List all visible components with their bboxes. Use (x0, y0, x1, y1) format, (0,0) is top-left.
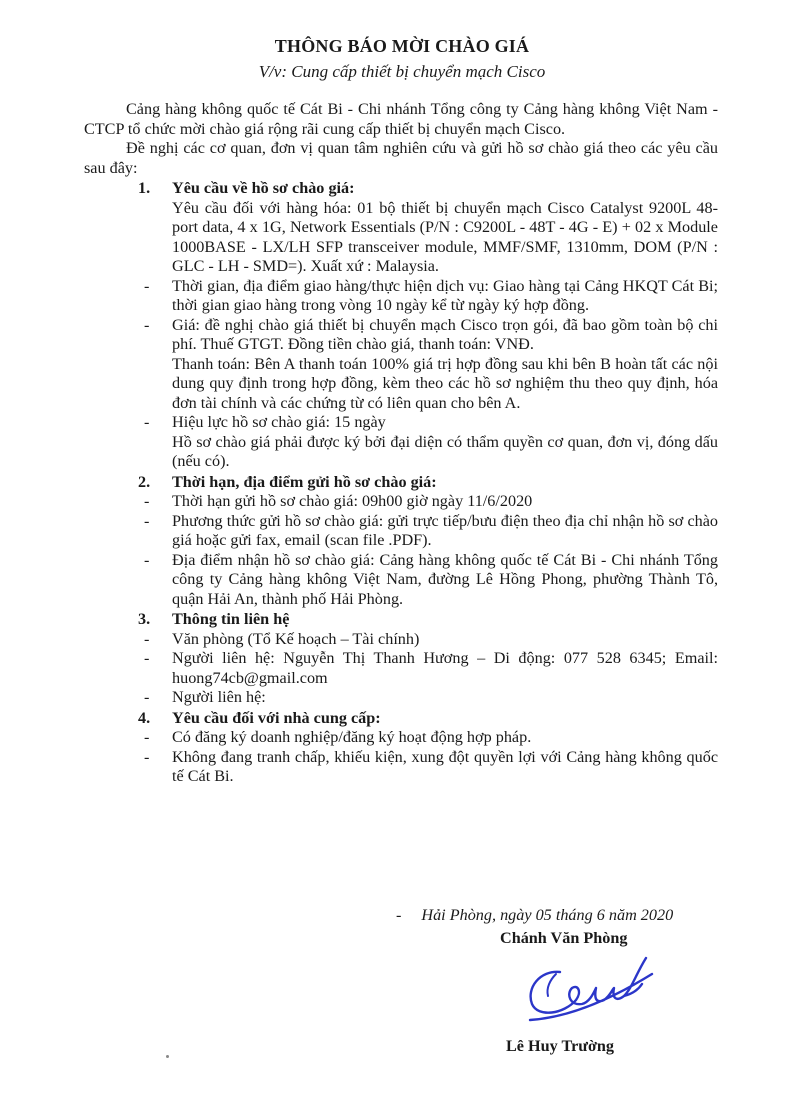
signature-requirement: Hồ sơ chào giá phải được ký bởi đại diện có thẩm quyền cơ quan, đơn vị, đóng dấu (nếu có). (172, 432, 718, 470)
dateline-dash: - (396, 906, 402, 924)
bullet-dash: - (144, 276, 150, 295)
list-item-text: Thời gian, địa điểm giao hàng/thực hiện dịch vụ: Giao hàng tại Cảng HKQT Cát Bi; thời gian giao hàng trong vòng 10 ngày kể từ ngày ký hợp đồng. (172, 276, 718, 314)
dateline-text: Hải Phòng, ngày 05 tháng 6 năm 2020 (421, 906, 674, 924)
bullet-dash: - (144, 728, 150, 746)
section-number: 3. (138, 610, 151, 628)
signer-name: Lê Huy Trường (506, 1037, 615, 1055)
section-title: Thời hạn, địa điểm gửi hồ sơ chào giá: (172, 472, 437, 491)
payment-terms: Thanh toán: Bên A thanh toán 100% giá trị hợp đồng sau khi bên B hoàn tất các nội dung quy định trong hợp đồng, kèm theo các hồ sơ nghiệm thu theo quy định, hóa đơn tài chính và các chứng từ có liên quan cho bên A. (172, 354, 718, 412)
list-item-text: Thời hạn gửi hồ sơ chào giá: 09h00 giờ ngày 11/6/2020 (172, 492, 533, 510)
scan-speck (166, 1055, 169, 1058)
intro-paragraph-2: Đề nghị các cơ quan, đơn vị quan tâm nghiên cứu và gửi hồ sơ chào giá theo các yêu cầu sau đây: (84, 139, 718, 177)
section-2-heading (84, 473, 718, 493)
section-3-heading (84, 610, 718, 630)
bullet-dash: - (144, 413, 150, 431)
bullet-dash: - (144, 550, 150, 569)
section-number: 2. (138, 472, 151, 491)
list-item-text: Giá: đề nghị chào giá thiết bị chuyển mạch Cisco trọn gói, đã bao gồm toàn bộ chi phí. Thuế GTGT. Đồng tiền chào giá, thanh toán: VNĐ. (172, 315, 718, 353)
document-subtitle: V/v: Cung cấp thiết bị chuyển mạch Cisco (258, 62, 546, 81)
list-item (84, 728, 718, 748)
list-item-text: Người liên hệ: Nguyễn Thị Thanh Hương – Di động: 077 528 6345; Email: huong74cb@gmail.com (172, 649, 718, 687)
section-4-heading (84, 709, 718, 729)
bullet-dash: - (144, 492, 150, 510)
section-number: 4. (138, 708, 151, 727)
document-body (84, 100, 718, 787)
list-item-text: Hiệu lực hồ sơ chào giá: 15 ngày (172, 413, 386, 431)
list-item (84, 688, 718, 708)
document-title: THÔNG BÁO MỜI CHÀO GIÁ (274, 36, 530, 56)
list-item-text: Phương thức gửi hồ sơ chào giá: gửi trực tiếp/bưu điện theo địa chỉ nhận hồ sơ chào giá hoặc gửi fax, email (scan file .PDF). (172, 511, 718, 549)
signer-title: Chánh Văn Phòng (500, 929, 628, 947)
section-title: Yêu cầu về hồ sơ chào giá: (172, 179, 355, 197)
list-item-text: Có đăng ký doanh nghiệp/đăng ký hoạt động hợp pháp. (172, 728, 532, 746)
list-item (84, 649, 718, 688)
list-item (84, 492, 718, 512)
place-and-date (396, 906, 736, 925)
list-item (84, 277, 718, 316)
bullet-dash: - (144, 747, 150, 766)
section-title: Yêu cầu đối với nhà cung cấp: (172, 708, 381, 727)
section-title: Thông tin liên hệ (172, 610, 290, 628)
list-item (84, 630, 718, 650)
list-item (84, 748, 718, 787)
list-item-text: Không đang tranh chấp, khiếu kiện, xung đột quyền lợi với Cảng hàng không quốc tế Cát Bi. (172, 747, 718, 785)
section-1-heading (84, 179, 718, 199)
list-item (84, 316, 718, 355)
list-item-text: Địa điểm nhận hồ sơ chào giá: Cảng hàng không quốc tế Cát Bi - Chi nhánh Tổng công ty Cảng hàng không Việt Nam, đường Lê Hồng Phong, phường Thành Tô, quận Hải An, thành phố Hải Phòng. (172, 550, 718, 608)
section-1-lead: Yêu cầu đối với hàng hóa: 01 bộ thiết bị chuyển mạch Cisco Catalyst 9200L 48-port data, 4 x 1G, Network Essentials (P/N : C9200L - 48T - 4G - E) + 02 x Module 1000BASE - LX/LH SFP transceiver module, MMF/SMF, 1310mm, DOM (P/N : GLC - LH - SMD=). Xuất xứ : Malaysia. (172, 198, 718, 275)
list-item-text: Văn phòng (Tổ Kế hoạch – Tài chính) (172, 629, 420, 648)
list-item (84, 512, 718, 551)
list-item (84, 551, 718, 610)
intro-paragraph-1: Cảng hàng không quốc tế Cát Bi - Chi nhánh Tổng công ty Cảng hàng không Việt Nam - CTCP tổ chức mời chào giá rộng rãi cung cấp thiết bị chuyển mạch Cisco. (84, 100, 718, 138)
list-item (84, 413, 718, 433)
bullet-dash: - (144, 315, 150, 334)
bullet-dash: - (144, 629, 150, 648)
list-item-text: Người liên hệ: (172, 688, 266, 706)
bullet-dash: - (144, 688, 150, 706)
bullet-dash: - (144, 649, 150, 667)
handwritten-signature (520, 944, 670, 1034)
bullet-dash: - (144, 511, 150, 530)
section-number: 1. (138, 179, 151, 197)
